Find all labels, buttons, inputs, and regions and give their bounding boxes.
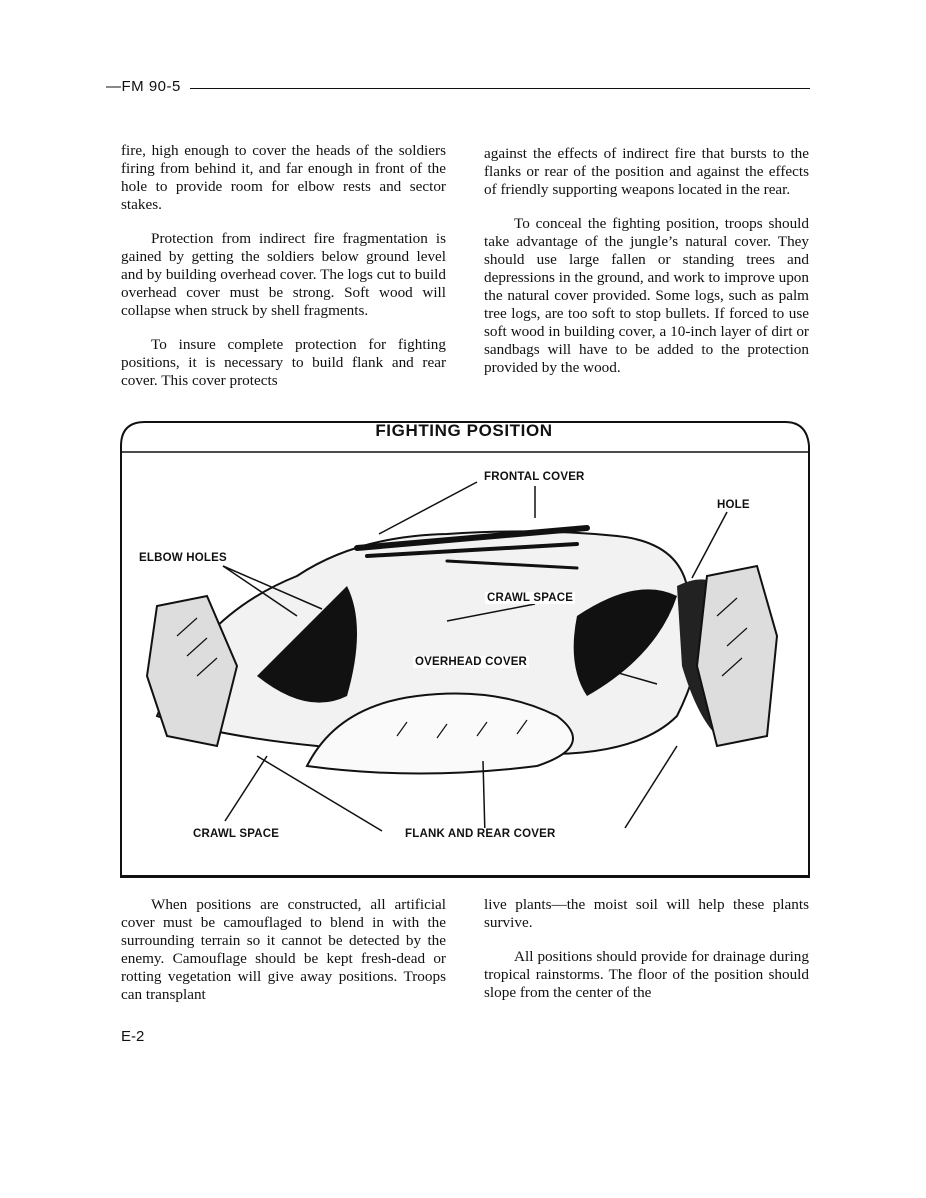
- figure-illustration: [117, 416, 811, 878]
- header-rule: [190, 88, 810, 89]
- paragraph: To conceal the fighting position, troops should take advantage of the jungle’s natural cover. They should use large fallen or standing trees and depressions in the ground, and work to improve upon the natural cover provided. Some logs, such as palm tree logs, are too soft to stop bullets. If forced to use soft wood in building cover, a 10-inch layer of dirt or sandbags will have to be added to the protection provided by the wood.: [484, 215, 809, 376]
- label-crawl-space-upper: CRAWL SPACE: [487, 592, 574, 604]
- label-flank-and-rear-cover: FLANK AND REAR COVER: [405, 828, 556, 840]
- leader-hole: [692, 512, 727, 578]
- running-header: —FM 90-5: [106, 78, 181, 95]
- top-left-column: [121, 142, 446, 406]
- paragraph: To insure complete protection for fighting positions, it is necessary to build flank and rear cover. This cover protects: [121, 336, 446, 389]
- label-frontal-cover: FRONTAL COVER: [484, 471, 585, 483]
- leader-flank-rear-b: [483, 761, 485, 836]
- label-hole: HOLE: [717, 499, 750, 511]
- label-overhead-cover: OVERHEAD COVER: [415, 656, 528, 668]
- tree-left: [147, 596, 237, 746]
- bottom-left-column: [121, 896, 446, 1020]
- paragraph: fire, high enough to cover the heads of the soldiers firing from behind it, and far enough in front of the hole to provide room for elbow rests and sector stakes.: [121, 142, 446, 213]
- paragraph: Protection from indirect fire fragmentation is gained by getting the soldiers below ground level and by building overhead cover. The logs cut to build overhead cover must be strong. Soft wood will collapse when struck by shell fragments.: [121, 230, 446, 319]
- bottom-right-column: [484, 896, 809, 1018]
- leader-crawl-space-lower: [225, 756, 267, 821]
- paragraph: live plants—the moist soil will help these plants survive.: [484, 896, 809, 931]
- page-number: E-2: [121, 1028, 145, 1045]
- label-crawl-space-lower: CRAWL SPACE: [193, 828, 280, 840]
- label-elbow-holes: ELBOW HOLES: [139, 552, 227, 564]
- figure-title: FIGHTING POSITION: [375, 421, 553, 440]
- top-right-column: [484, 145, 809, 393]
- paragraph: against the effects of indirect fire that bursts to the flanks or rear of the position and against the effects of friendly supporting weapons located in the rear.: [484, 145, 809, 198]
- leader-frontal-cover: [379, 482, 477, 534]
- fighting-position-figure: [117, 416, 811, 878]
- paragraph: All positions should provide for drainage during tropical rainstorms. The floor of the position should slope from the center of the: [484, 948, 809, 1001]
- paragraph: When positions are constructed, all artificial cover must be camouflaged to blend in with the surrounding terrain so it cannot be detected by the enemy. Camouflage should be kept fresh-dead or rotting vegetation will give away positions. Troops can transplant: [121, 896, 446, 1003]
- leader-flank-rear-c: [625, 746, 677, 828]
